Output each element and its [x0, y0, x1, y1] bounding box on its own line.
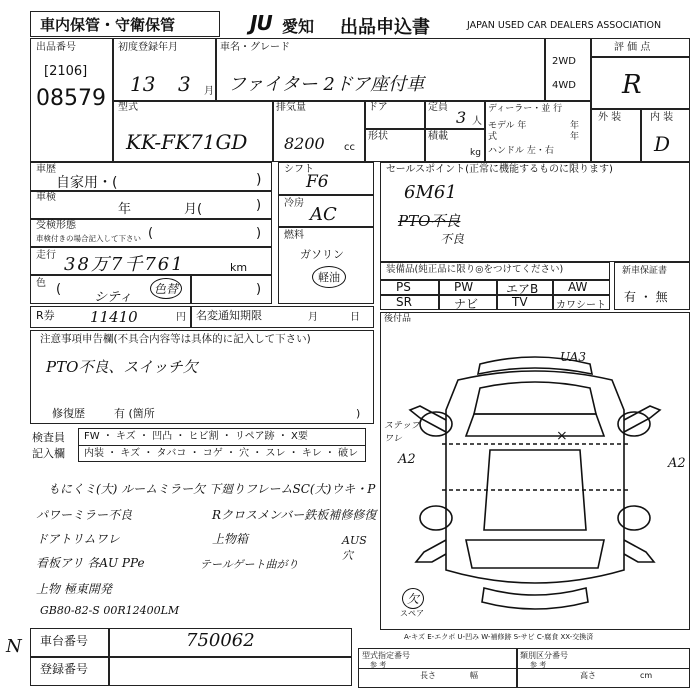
handle-label: ハンドル 左・右 [488, 146, 554, 156]
model-label: 型式 [118, 102, 138, 113]
equip-navi: ナビ [454, 297, 479, 311]
int-label: 内 装 [650, 112, 674, 123]
inspector-note-6: 看板アリ 各AU PPe [36, 556, 145, 570]
year-unit-2: 年 [570, 132, 580, 142]
chassis-value: 750062 [186, 630, 255, 651]
door-label: ドア [368, 102, 388, 113]
sales-pto: PTO不良 [398, 212, 461, 230]
fuel-label: 燃料 [284, 230, 304, 241]
notes-line-1: PTO不良、スイッチ欠 [46, 358, 198, 376]
fuel-value: ガソリン [300, 248, 344, 261]
recycle-unit: 円 [176, 312, 186, 323]
load-label: 積載 [428, 131, 448, 142]
class-label: 類別区分番号 [520, 651, 568, 660]
disp-unit: cc [344, 142, 355, 153]
lot-number: 08579 [36, 86, 106, 111]
damage-a2-left: A2 [398, 452, 416, 467]
checker-label-2: 記入欄 [32, 447, 65, 460]
damage-step: ステップ ワレ [384, 421, 420, 444]
inspector-note-3: Rクロスメンバー鉄板補修修復 [212, 508, 377, 522]
notice-month: 月 [308, 312, 318, 323]
reg-number-label: 登録番号 [40, 662, 89, 676]
disp-value: 8200 [284, 134, 325, 153]
sales-engine: 6M61 [404, 182, 457, 203]
reg-month-unit: 月 [204, 86, 214, 97]
inspector-note-9: GB80-82-S 00R12400LM [40, 604, 180, 617]
history-value: 自家用・( [56, 175, 118, 191]
reg-year: 13 [130, 72, 156, 96]
reg-month: 3 [178, 72, 191, 96]
drive-2wd: 2WD [552, 56, 576, 67]
equip-seat: カワシート [556, 300, 606, 311]
reg-label: 初度登録年月 [118, 42, 178, 53]
color-open: ( [56, 282, 62, 297]
notice-day: 日 [350, 312, 360, 323]
checker-label-1: 検査員 [32, 431, 65, 444]
mileage-label: 走行 [36, 250, 56, 261]
capacity-label: 定員 [428, 102, 448, 113]
equip-ps: PS [396, 280, 411, 294]
spec-height: 高さ [580, 671, 596, 680]
damage-a2-right: A2 [668, 456, 686, 471]
history-label: 車歴 [36, 164, 56, 175]
checker-row-2: 内装 ・ キズ ・ タバコ ・ コゲ ・ 穴 ・ スレ ・ キレ ・ 破レ [84, 448, 359, 459]
shape-label: 形状 [368, 131, 388, 142]
dealer-label: ディーラー・並 行 [488, 104, 563, 114]
grade-label: 評 価 点 [614, 42, 651, 53]
spec-ref-2: 参 考 [530, 661, 547, 669]
equip-airbag: エアB [506, 282, 539, 296]
color-value: シティ [94, 290, 132, 305]
equipment-label: 装備品(純正品に限り◎をつけてください) [386, 264, 564, 275]
recycle-value: 11410 [90, 308, 138, 326]
damage-aus: AUS 穴 [342, 534, 367, 562]
shift-value: F6 [306, 172, 329, 192]
accept-label: 受検形態 [36, 220, 76, 231]
inspector-note-1: もにくミ(大) ルームミラー欠 下廻りフレームSC(大)ウキ・P [48, 482, 376, 496]
disp-label: 排気量 [276, 102, 306, 113]
int-value: D [654, 132, 671, 156]
model-value: KK-FK71GD [126, 130, 248, 154]
inspection-close: ) [256, 198, 262, 213]
chassis-label: 車台番号 [40, 634, 89, 648]
capacity-unit: 人 [472, 116, 482, 127]
equip-tv: TV [512, 295, 528, 309]
grade-value: R [622, 70, 642, 100]
spec-ref: 参 考 [370, 661, 387, 669]
equip-aw: AW [568, 280, 588, 294]
repair-value: 有 (箇所 [114, 407, 155, 420]
sales-point-label: セールスポイント(正常に機能するものに限ります) [386, 164, 613, 175]
inspector-note-4: ドアトリムワレ [36, 532, 120, 546]
notes-label: 注意事項申告欄(不具合内容等は具体的に記入して下さい) [40, 333, 311, 345]
car-name-value: ファイター 2ドア座付車 [228, 74, 425, 95]
spec-width: 幅 [470, 671, 478, 680]
shift-label: シフト [284, 164, 314, 175]
equip-sr: SR [396, 295, 412, 309]
logo-city: 愛知 [282, 17, 315, 36]
capacity-value: 3 [456, 108, 467, 127]
color-change-label: 色替 [150, 278, 182, 299]
damage-ua3: UA3 [560, 350, 587, 364]
color-close: ) [256, 282, 262, 297]
inspector-note-7: テールゲート曲がり [200, 558, 299, 571]
year-unit-1: 年 [570, 121, 580, 131]
spec-length: 長さ [420, 671, 436, 680]
vehicle-diagram [380, 340, 690, 630]
form-title: 出品申込書 [340, 17, 430, 38]
inspector-note-5: 上物箱 [212, 532, 249, 546]
inspection-year: 年 [118, 202, 132, 217]
equip-pw: PW [454, 280, 474, 294]
ac-value: AC [310, 204, 337, 225]
logo-mark: JU [250, 11, 272, 35]
checker-row-1: FW ・ キズ ・ 凹凸 ・ ヒビ割 ・ リペア跡 ・ X要 [84, 431, 308, 442]
repair-label: 修復歴 [52, 407, 85, 420]
damage-x: × [556, 428, 568, 444]
lot-code: [2106] [44, 64, 88, 79]
storage-title: 車内保管・守衛保管 [40, 16, 176, 34]
drive-4wd: 4WD [552, 80, 576, 91]
model-year-label: モデル 年 式 [488, 121, 527, 142]
sales-pto-2: 不良 [440, 232, 465, 246]
accept-close: ) [256, 226, 262, 241]
lot-label: 出品番号 [36, 42, 76, 53]
spare-mark: 欠 [402, 588, 424, 609]
inspector-note-8: 上物 極東開発 [36, 582, 112, 596]
spec-cm: cm [640, 671, 653, 680]
ext-label: 外 装 [598, 112, 622, 123]
inspection-label: 車検 [36, 192, 56, 203]
inspector-note-2: パワーミラー不良 [36, 508, 133, 522]
mileage-value: 38万7千761 [64, 254, 185, 275]
damage-legend: A-キズ E-エクボ U-凹み W-補修跡 S-サビ C-腐食 XX-交換済 [404, 633, 594, 641]
association-name: JAPAN USED CAR DEALERS ASSOCIATION [467, 20, 662, 31]
history-close: ) [256, 172, 262, 188]
color-label: 色 [36, 278, 46, 289]
accept-note: 車検付きの場合記入して下さい [36, 234, 141, 243]
recycle-label: R券 [36, 309, 55, 322]
spec-label: 型式指定番号 [362, 651, 410, 660]
inspection-month: 月( [184, 202, 203, 217]
fuel-value-2: 軽油 [312, 266, 346, 288]
repair-close: ) [356, 407, 361, 420]
accept-open: ( [148, 226, 154, 241]
warranty-value: 有 ・ 無 [624, 290, 668, 304]
warranty-label: 新車保証書 [622, 266, 668, 276]
after-parts-label: 後付品 [384, 314, 412, 324]
spare-label: スペア [400, 609, 424, 618]
notice-label: 名変通知期限 [196, 309, 262, 322]
load-unit: kg [470, 148, 481, 158]
ac-label: 冷房 [284, 198, 304, 209]
n-mark: N [6, 636, 22, 657]
car-name-label: 車名・グレード [220, 42, 290, 53]
mileage-unit: km [230, 261, 248, 274]
